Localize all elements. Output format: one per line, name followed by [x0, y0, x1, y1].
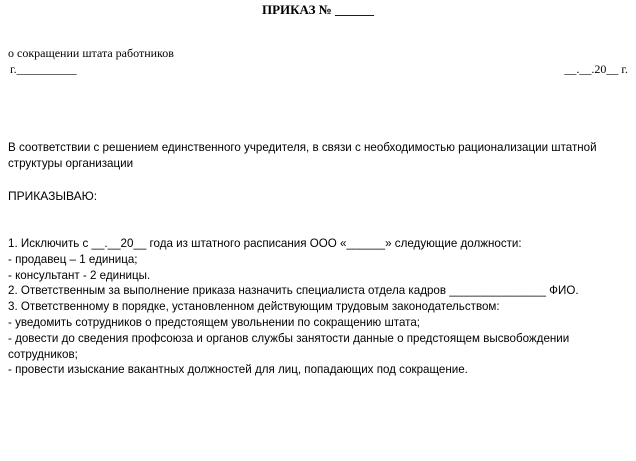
order-item: 2. Ответственным за выполнение приказа назначить специалиста отдела кадров _______________ ФИО.: [8, 284, 579, 298]
order-item: - провести изыскание вакантных должностей для лиц, попадающих под сокращение.: [8, 363, 468, 377]
order-items: [8, 236, 634, 378]
order-item: - продавец – 1 единица;: [8, 252, 138, 266]
order-heading: ПРИКАЗЫВАЮ:: [8, 189, 98, 203]
document-title: ПРИКАЗ № ______: [261, 2, 375, 17]
order-item: - уведомить сотрудников о предстоящем увольнении по сокращению штата;: [8, 315, 420, 329]
preamble: [8, 140, 634, 172]
order-item: 1. Исключить с __.__20__ года из штатного расписания ООО «______» следующие должности:: [8, 237, 522, 250]
order-item: 3. Ответственному в порядке, установленном действующим трудовым законодательством:: [8, 300, 500, 314]
city-field: г.__________: [10, 62, 77, 76]
document-subject: о сокращении штата работников: [8, 46, 174, 60]
preamble-line: структуры организации: [8, 156, 134, 170]
order-item: - довести до сведения профсоюза и органов службы занятости данные о предстоящем высвобождении: [8, 331, 570, 345]
order-item: сотрудников;: [8, 347, 78, 361]
order-item: - консультант - 2 единицы.: [8, 268, 151, 282]
date-field: __.__.20__ г.: [564, 62, 628, 76]
preamble-line: В соответствии с решением единственного учредителя, в связи с необходимостью рационализации штатной: [8, 141, 597, 154]
